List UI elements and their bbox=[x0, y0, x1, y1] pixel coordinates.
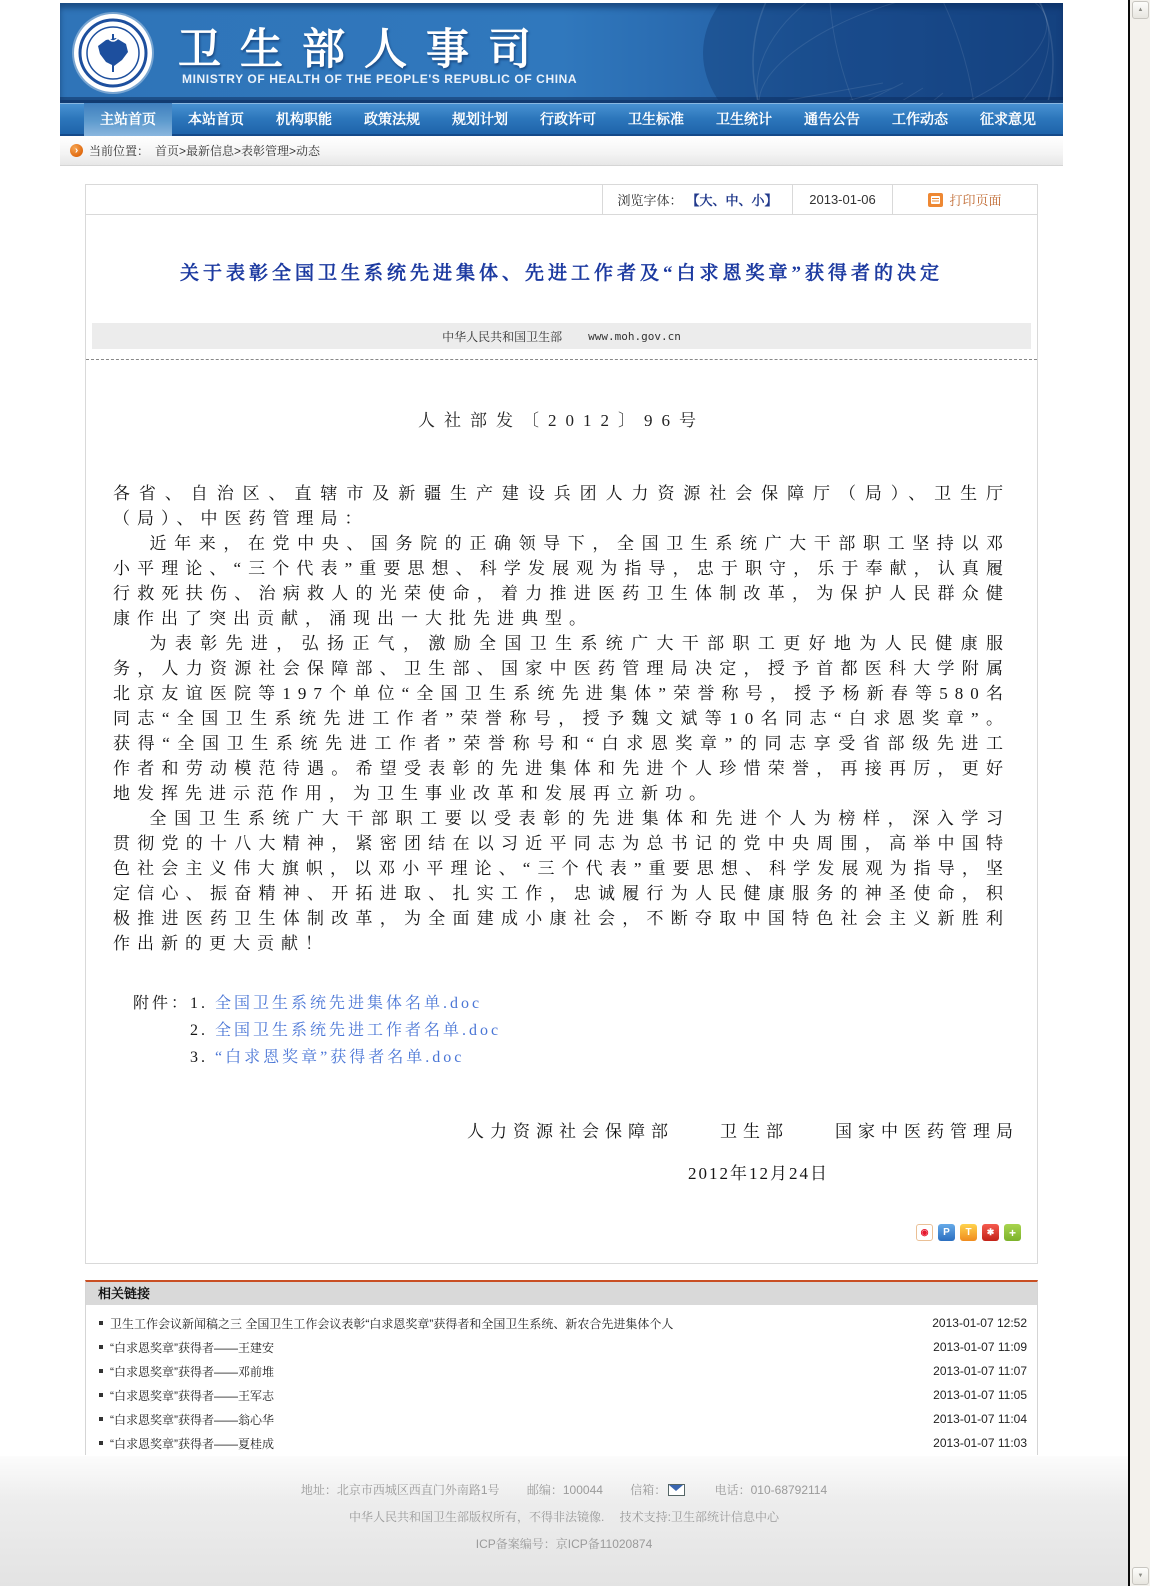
nav-item-standards[interactable]: 卫生标准 bbox=[628, 111, 684, 127]
site-wrapper bbox=[60, 0, 1063, 1499]
main-content bbox=[60, 166, 1063, 1499]
source-url: www.moh.gov.cn bbox=[588, 329, 681, 343]
document-title: 关于表彰全国卫生系统先进集体、先进工作者及“白求恩奖章”获得者的决定 bbox=[179, 263, 943, 284]
dashed-divider bbox=[86, 359, 1037, 360]
scroll-up-button[interactable]: ▲ bbox=[1132, 1, 1149, 19]
paragraph: 为表彰先进，弘扬正气，激励全国卫生系统广大干部职工更好地为人民健康服务，人力资源社会保障部、卫生部、国家中医药管理局决定，授予首都医科大学附属北京友谊医院等197个单位“全国卫生系统先进集体”荣誉称号，授予杨新春等580名同志“全国卫生系统先进工作者”荣誉称号，授予魏文斌等10名同志“白求恩奖章”。获得“全国卫生系统先进工作者”荣誉称号和“白求恩奖章”的同志享受省部级先进工作者和劳动模范待遇。希望受表彰的先进集体和先进个人珍惜荣誉，再接再厉，更好地发挥先进示范作用，为卫生事业改革和发展再立新功。 bbox=[113, 634, 1010, 803]
attachments-label: 附件： bbox=[133, 995, 191, 1012]
related-link-row: 卫生工作会议新闻稿之三 全国卫生工作会议表彰“白求恩奖章”获得者和全国卫生系统、新农合先进集体个人 2013-01-07 12:52 bbox=[96, 1311, 1027, 1335]
paragraph: 近年来，在党中央、国务院的正确领导下，全国卫生系统广大干部职工坚持以邓小平理论、“三个代表”重要思想、科学发展观为指导，忠于职守，乐于奉献，认真履行救死扶伤、治病救人的光荣使命，着力推进医药卫生体制改革，为保护人民群众健康作出了突出贡献，涌现出一大批先进典型。 bbox=[113, 534, 1010, 628]
site-title: 卫生部人事司 bbox=[178, 26, 550, 74]
bullet-icon bbox=[99, 1321, 103, 1325]
document-meta-bar bbox=[86, 185, 1037, 215]
print-icon bbox=[928, 193, 943, 207]
bullet-icon bbox=[99, 1345, 103, 1349]
attachment-link-3[interactable]: “白求恩奖章”获得者名单.doc bbox=[215, 1049, 465, 1066]
related-link-row: “白求恩奖章”获得者——王军志 2013-01-07 11:05 bbox=[96, 1383, 1027, 1407]
attachment-item: 1. 全国卫生系统先进集体名单.doc bbox=[190, 995, 483, 1012]
share-buttons bbox=[86, 1224, 1037, 1241]
bullet-icon bbox=[99, 1441, 103, 1445]
site-subtitle: MINISTRY OF HEALTH OF THE PEOPLE'S REPUBLIC OF CHINA bbox=[182, 72, 578, 86]
nav-item-site-home[interactable]: 本站首页 bbox=[188, 111, 244, 127]
paragraph: 全国卫生系统广大干部职工要以受表彰的先进集体和先进个人为榜样，深入学习贯彻党的十八大精神，紧密团结在以习近平同志为总书记的党中央周围，高举中国特色社会主义伟大旗帜，以邓小平理论、“三个代表”重要思想、科学发展观为指导，坚定信心、振奋精神、开拓进取、扎实工作，忠诚履行为人民健康服务的神圣使命，积极推进医药卫生体制改革，为全面建成小康社会，不断夺取中国特色社会主义新胜利作出新的更大贡献！ bbox=[113, 809, 1010, 953]
nav-item-licensing[interactable]: 行政许可 bbox=[540, 111, 596, 127]
nav-item-notices[interactable]: 通告公告 bbox=[804, 111, 860, 127]
footer-phone: 电话：010-68792114 bbox=[714, 1483, 828, 1497]
tencent-weibo-share-icon[interactable]: T bbox=[960, 1224, 977, 1241]
nav-item-updates[interactable]: 工作动态 bbox=[892, 111, 948, 127]
document-number: 人社部发〔2012〕96号 bbox=[418, 411, 705, 430]
document-body bbox=[86, 481, 1037, 956]
attachment-item: 3. “白求恩奖章”获得者名单.doc bbox=[190, 1049, 465, 1066]
related-link-row: “白求恩奖章”获得者——邓前堆 2013-01-07 11:07 bbox=[96, 1359, 1027, 1383]
globe-graphic bbox=[663, 3, 1063, 103]
footer-address: 地址：北京市西城区西直门外南路1号 bbox=[300, 1483, 500, 1497]
site-header bbox=[60, 3, 1063, 103]
signing-date: 2012年12月24日 bbox=[688, 1164, 829, 1183]
source-name: 中华人民共和国卫生部 bbox=[442, 329, 563, 344]
scroll-down-button[interactable]: ▼ bbox=[1132, 1567, 1149, 1585]
bullet-icon bbox=[99, 1393, 103, 1397]
page-footer bbox=[0, 1455, 1128, 1586]
document-panel bbox=[85, 184, 1038, 1264]
related-link-row: “白求恩奖章”获得者——夏桂成 2013-01-07 11:03 bbox=[96, 1431, 1027, 1455]
bullet-icon bbox=[99, 1369, 103, 1373]
footer-mail-label: 信箱： bbox=[630, 1483, 667, 1497]
nav-item-feedback[interactable]: 征求意见 bbox=[980, 111, 1036, 127]
footer-icp: ICP备案编号：京ICP备11020874 bbox=[475, 1537, 653, 1551]
breadcrumb-arrow-icon: › bbox=[70, 144, 83, 157]
related-link-row: “白求恩奖章”获得者——翁心华 2013-01-07 11:04 bbox=[96, 1407, 1027, 1431]
attachment-item: 2. 全国卫生系统先进工作者名单.doc bbox=[190, 1022, 502, 1039]
envelope-icon[interactable] bbox=[668, 1484, 685, 1496]
nav-item-functions[interactable]: 机构职能 bbox=[276, 111, 332, 127]
attachment-link-1[interactable]: 全国卫生系统先进集体名单.doc bbox=[215, 995, 483, 1012]
footer-copyright: 中华人民共和国卫生部版权所有，不得非法镜像. 技术支持:卫生部统计信息中心 bbox=[348, 1510, 779, 1524]
footer-zip: 邮编：100044 bbox=[526, 1483, 603, 1497]
kaixin-share-icon[interactable]: ✱ bbox=[982, 1224, 999, 1241]
share-more-icon[interactable]: + bbox=[1004, 1224, 1021, 1241]
attachments bbox=[133, 990, 1037, 1071]
nav-item-planning[interactable]: 规划计划 bbox=[452, 111, 508, 127]
breadcrumb-label: 当前位置： bbox=[89, 144, 150, 158]
breadcrumb-path[interactable]: 首页>最新信息>表彰管理>动态 bbox=[155, 144, 321, 158]
bullet-icon bbox=[99, 1417, 103, 1421]
related-links bbox=[85, 1280, 1038, 1466]
font-size-switcher[interactable]: 【大、中、小】 bbox=[686, 193, 778, 208]
font-size-label: 浏览字体： bbox=[617, 193, 683, 208]
signing-agencies: 人力资源社会保障部 卫生部 国家中医药管理局 bbox=[467, 1122, 1019, 1141]
publish-date: 2013-01-06 bbox=[792, 185, 892, 214]
attachment-link-2[interactable]: 全国卫生系统先进工作者名单.doc bbox=[215, 1022, 502, 1039]
pengyou-share-icon[interactable]: P bbox=[938, 1224, 955, 1241]
nav-item-policy[interactable]: 政策法规 bbox=[364, 111, 420, 127]
nav-item-main-home[interactable]: 主站首页 bbox=[84, 103, 172, 136]
print-page-button[interactable]: 打印页面 bbox=[892, 185, 1037, 214]
related-link-row: “白求恩奖章”获得者——王建安 2013-01-07 11:09 bbox=[96, 1335, 1027, 1359]
breadcrumb bbox=[60, 136, 1063, 166]
nav-item-statistics[interactable]: 卫生统计 bbox=[716, 111, 772, 127]
salutation: 各省、自治区、直辖市及新疆生产建设兵团人力资源社会保障厅（局）、卫生厅（局）、中医药管理局： bbox=[113, 484, 1010, 528]
scrollbar[interactable] bbox=[1128, 0, 1150, 1586]
moh-logo-icon bbox=[74, 14, 152, 92]
sina-weibo-share-icon[interactable]: ◉ bbox=[916, 1224, 933, 1241]
main-nav bbox=[60, 103, 1063, 136]
related-links-title: 相关链接 bbox=[86, 1282, 1037, 1305]
source-bar bbox=[92, 323, 1031, 349]
